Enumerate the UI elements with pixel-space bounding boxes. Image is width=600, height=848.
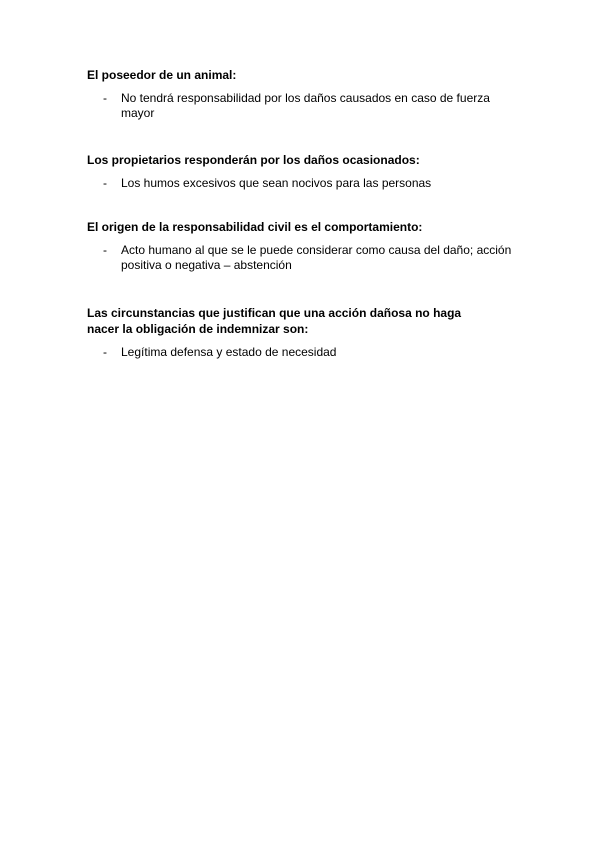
list-item-text: No tendrá responsabilidad por los daños causados en caso de fuerza mayor (121, 91, 490, 120)
dash-bullet: - (103, 176, 107, 190)
list-item-text: Los humos excesivos que sean nocivos para las personas (121, 176, 432, 190)
section-animal-owner (87, 67, 517, 121)
list-item (87, 243, 517, 273)
section-heading: Los propietarios responderán por los daños ocasionados: (87, 153, 420, 167)
list-item-text: Acto humano al que se le puede considerar como causa del daño; acción positiva o negativa – abstención (121, 243, 512, 272)
list-item-text: Legítima defensa y estado de necesidad (121, 345, 337, 359)
section-heading: El origen de la responsabilidad civil es el comportamiento: (87, 220, 423, 234)
section-heading: Las circunstancias que justifican que una acción dañosa no haga nacer la obligación de indemnizar son: (87, 306, 462, 336)
section-justifying-circumstances (87, 305, 487, 360)
list-item (87, 91, 517, 121)
dash-bullet: - (103, 345, 107, 359)
list-item (87, 176, 517, 191)
list-item (87, 345, 487, 360)
dash-bullet: - (103, 91, 107, 105)
dash-bullet: - (103, 243, 107, 257)
section-owners-liability (87, 152, 517, 191)
section-heading: El poseedor de un animal: (87, 68, 237, 82)
section-civil-liability-origin (87, 219, 517, 273)
